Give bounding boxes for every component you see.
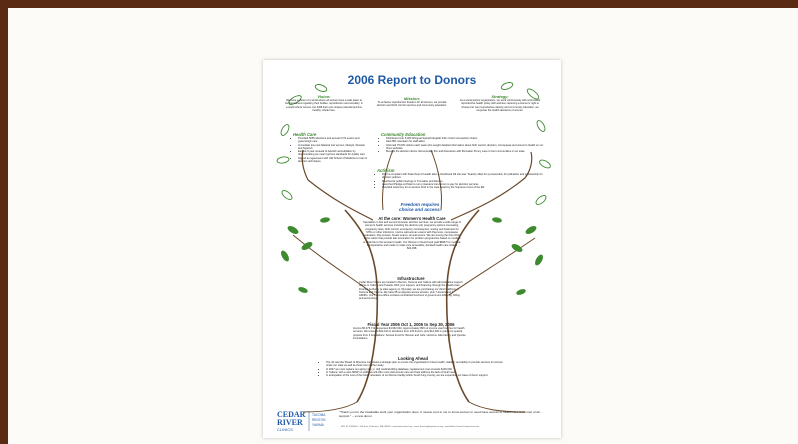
vision-heading: Vision: [317,94,331,99]
core-text: Specialists in first and second trimester abortion services, we provide a wide range of women's health services including the abortion pill, pregnancy options counseling, pregnancy tests, birth control, emergency contraception, testing and treatment for STDs or other infections, routine well-woman exams with Pap tests, menopause evaluation, Pap smears, breast exams, annual exams. We are among the few clinics in the nation that provide late termination for problem pregnancies based on medical or fetal risk to the woman's health. Our Women in Need Fund paid $8967 for medical, transportation and meals to make care accessible; donated health care totaled $24,938. [363,221,461,251]
report-title: 2006 Report to Donors [347,73,477,87]
list-item: • Filed a complaint with State Dept of Health after a checkbook bill site was "heavily rolled for a prosecution for pollination and partisanship for abortion policies [382,173,551,180]
cedar-river-logo [277,409,339,433]
list-item: • In 2007 we must replace our aging (14+ yr. old) medical billing database; replacement cost exceeds $100,000. [326,368,505,371]
list-item: • Distributed over 5,000 bilingual Spanish-English birth control comparison charts [386,137,549,140]
community-education-heading: Community Education [381,132,426,137]
logo-line-3: CLINICS [277,427,293,432]
logo-city-2: RENTON [312,418,326,422]
core-section [363,216,461,251]
fiscal-heading: Fiscal Year 2006 Oct 1, 2005 to Sep 30, 2006 [367,322,455,327]
core-heading: At the core: Women's Health Care [378,216,446,221]
logo-line-2: RIVER [277,418,303,427]
strategy-text: As a social justice organization, we work continuously with and toward reproductive health policy with activism capturing a women's right to choose her own reproductive destiny and community education, we empower the health decisions of women. [459,99,541,112]
looking-ahead-heading: Looking Ahead [397,356,429,361]
vision-text: We have a vision of a world where all women have a safe place to be themselves regarding their bodies, reproduction and sexuality; in a world where women can fulfill their own unique potential and live healthy, whole lives. [285,99,363,112]
report-page [263,60,561,438]
health-care-heading: Health Care [293,132,317,137]
list-item: • Brought the abortion doctor documentary film and discussion with filmmaker Penny Lane to four communities in our state [386,150,549,153]
mission-text: To enhance reproductive freedom for all women, we provide abortion and birth control services and community education. [377,101,447,108]
list-item: • Earned 3-year renewal of AAAHC accreditation by demonstrating we meet rigorous standards for quality care [298,150,369,157]
infrastructure-section [359,276,463,301]
logo-city-1: TACOMA [312,413,326,417]
infrastructure-text: Cedar River Clinics are located in Renton, Tacoma and Yakima with administrative support offices in Yakima and Tukwila. With your support, and financing through the Health Care Finance Authority (a state agency in Olympia), we are purchasing our clinic buildings in Tacoma and Yakima. We have 55 employees across all sites, plus 7 doctors and 4 ARNPs. Our Yakima office contains centralized functions of government lobbying, billing and accounting. [359,281,463,301]
list-item: • In anticipation of the cost of the future relocation of our Renton facility within South King County, we are expanding our base of donor support. [326,374,505,377]
vision-block [285,94,363,112]
looking-ahead-section [321,356,505,377]
footer-address: EIN: 91-1083604 • 100 East St Renton, WA, 98055 • www.birthcontrol.org • www.TeachingExperience.org • www.Birth-Control-Comparison.info [341,426,480,428]
logo-line-1: CEDAR [277,410,306,419]
strategy-block [459,94,541,112]
list-item: • Reached at public hearings in Tumwater and Renton [382,180,551,183]
list-item: • Provided 5655 abortions and annual GYN exams and gynecologic care [298,137,369,144]
list-item: • Provided testimony for an amicus brief in the case heard by the Supreme Court of the ER [382,186,551,189]
health-care-block [293,132,369,163]
fiscal-text: Income $5,475,712. Expenses $4,962,640. Approximately 89% of income was from fee for health services. We received $22,194 in donations from 215 donors, plus $12,000 in grants for special projects from 3 foundations: Sonora Fund for Women and Girls, Horizons, Elia Family and Quixote Foundations. [353,327,466,340]
logo-city-3: YAKIMA [312,423,324,427]
strategy-heading: Strategy: [491,94,509,99]
activism-heading: Activism [377,168,395,173]
mission-block [375,96,449,108]
freedom-line-1: Freedom requires [400,202,440,207]
list-item: • Had 286 volunteers for staff aides [386,140,549,143]
freedom-slogan [380,202,460,213]
list-item: • Launched Pledge-A-Picket to turn protesters into donors to pay for abortion services [382,183,551,186]
list-item: • The 10-member Board of Directors completed a strategic plan to ensure the organization's future health, stability, and ability to provide services for women under our state as well as those from farther away. [326,361,505,368]
fiscal-section [353,322,469,340]
viewer-background [8,8,798,444]
donor-quote: "Thank you for the invaluable work your organization does. It means a lot to me to know women in need have access to health care and most of all ... support." – a new donor. [339,410,543,418]
list-item: • Immediate low-cost bilateral into women, lifestyle, Russian and Spanish [298,144,369,151]
mission-heading: Mission: [403,96,421,101]
list-item: • In Yakima, with a new ARNP on staff, we will offer more well woman care and help address the lack of local need. [326,371,505,374]
infrastructure-heading: Infrastructure [397,276,425,281]
community-education-block [381,132,549,153]
list-item: • Signed an agreement with UW School of Medicine to train in abortion techniques [298,157,369,164]
list-item: • Informed 75,000 visitors each week who sought detailed information about birth control, abortion, menopause and women's health on our three websites [386,144,549,151]
freedom-line-2: choice and access. [399,207,441,213]
activism-block [377,168,551,189]
